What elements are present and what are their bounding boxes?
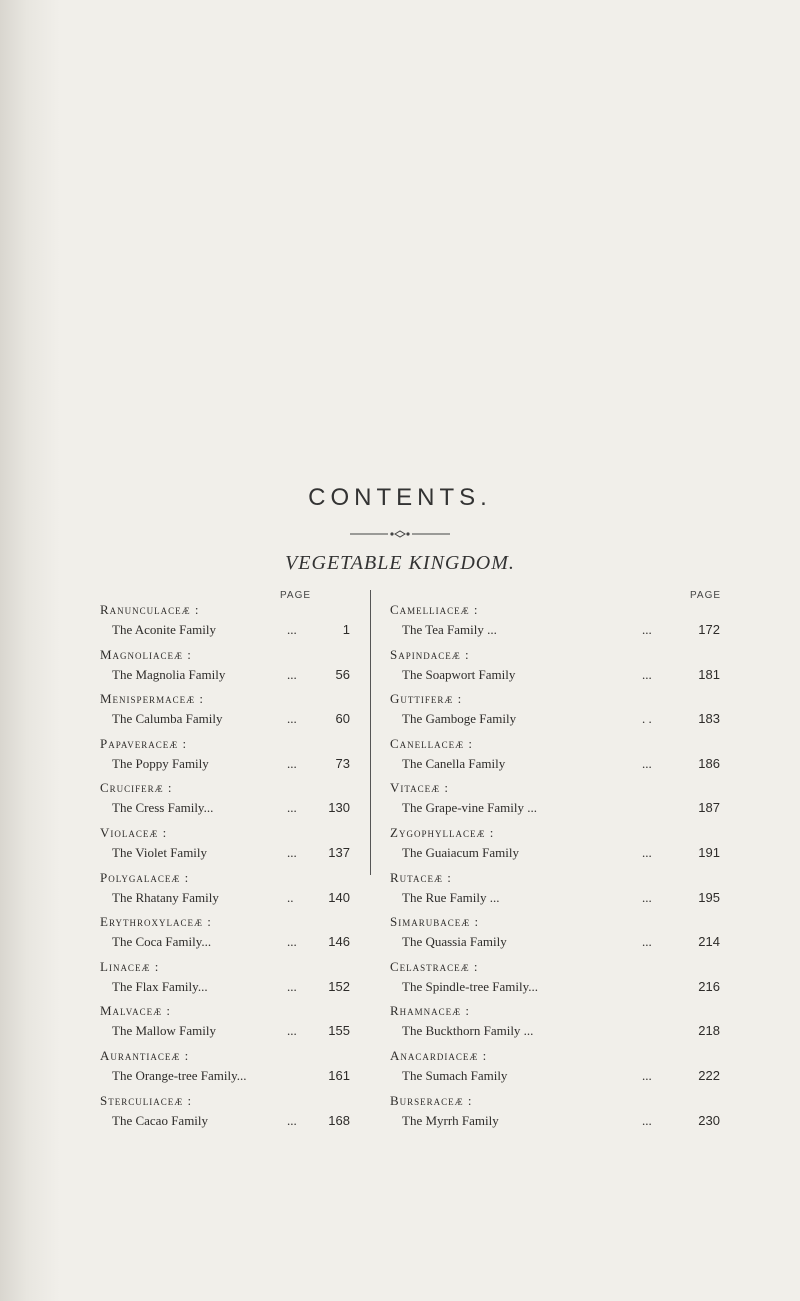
- family-name: Rutaceæ :: [390, 869, 452, 885]
- common-name: [112, 622, 297, 638]
- common-name: [112, 1023, 297, 1039]
- common-name-text: The Coca Family...: [112, 934, 212, 950]
- common-name: [402, 845, 652, 861]
- common-name: [402, 934, 652, 950]
- family-name: Aurantiaceæ :: [100, 1048, 190, 1063]
- page-number: 195: [698, 889, 720, 905]
- common-name-text: The Poppy Family: [112, 755, 209, 771]
- common-name-text: The Myrrh Family: [402, 1112, 499, 1128]
- dot-leader: ...: [642, 755, 652, 771]
- page-number: 56: [335, 666, 350, 682]
- section-subtitle: VEGETABLE KINGDOM.: [285, 552, 515, 574]
- dot-leader: ...: [287, 622, 297, 637]
- family-name: Guttiferæ :: [390, 691, 463, 707]
- common-name-text: The Soapwort Family: [402, 666, 516, 682]
- page-number: 146: [328, 934, 350, 950]
- family-name: Menispermaceæ :: [100, 691, 204, 707]
- common-name: [402, 1068, 652, 1084]
- common-name-text: The Aconite Family: [112, 622, 216, 637]
- common-name-text: The Mallow Family: [112, 1023, 216, 1039]
- family-name: Burseraceæ :: [390, 1092, 473, 1108]
- common-name: [112, 1068, 247, 1084]
- common-name: [112, 978, 297, 995]
- page-number: 186: [698, 755, 720, 771]
- page-number: 130: [328, 800, 350, 816]
- page-number: 140: [328, 889, 350, 905]
- page-number: 172: [698, 622, 720, 637]
- common-name: [402, 1112, 652, 1129]
- family-name: Sapindaceæ :: [390, 646, 470, 662]
- common-name: [112, 889, 294, 906]
- common-name-text: The Cacao Family: [112, 1112, 209, 1128]
- common-name: [402, 755, 652, 772]
- dot-leader: ...: [287, 666, 297, 682]
- family-name: Violaceæ :: [100, 825, 168, 840]
- common-name-text: The Canella Family: [402, 755, 506, 771]
- dot-leader: ...: [642, 666, 652, 682]
- dot-leader: ...: [642, 889, 652, 905]
- common-name: [112, 666, 297, 683]
- family-name: Malvaceæ :: [100, 1003, 171, 1019]
- common-name: [112, 934, 297, 950]
- page-column-header: PAGE: [690, 590, 722, 601]
- page-number: 230: [698, 1112, 720, 1128]
- common-name: [402, 622, 652, 638]
- family-name: Sterculiaceæ :: [100, 1092, 193, 1108]
- page-number: 187: [698, 800, 720, 816]
- common-name-text: The Spindle-tree Family...: [402, 978, 538, 994]
- family-name: Camelliaceæ :: [390, 602, 479, 617]
- common-name: [402, 800, 537, 816]
- common-name: [112, 845, 297, 861]
- common-name-text: The Buckthorn Family ...: [402, 1023, 534, 1039]
- page-number: 152: [328, 978, 350, 994]
- dot-leader: ...: [287, 711, 297, 727]
- page-number: 222: [698, 1068, 720, 1083]
- page-number: 191: [698, 845, 720, 860]
- page-number: 73: [335, 755, 350, 771]
- common-name-text: The Guaiacum Family: [402, 845, 519, 860]
- family-name: Linaceæ :: [100, 958, 160, 974]
- family-name: Zygophyllaceæ :: [390, 825, 495, 840]
- family-name: Rhamnaceæ :: [390, 1003, 471, 1019]
- dot-leader: ...: [287, 845, 297, 860]
- family-name: Ranunculaceæ :: [100, 602, 200, 617]
- page-number: 137: [328, 845, 350, 860]
- page-number: 1: [342, 622, 350, 637]
- page-title: CONTENTS.: [308, 484, 492, 511]
- family-name: Canellaceæ :: [390, 735, 474, 751]
- common-name-text: The Orange-tree Family...: [112, 1068, 247, 1083]
- common-name-text: The Sumach Family: [402, 1068, 508, 1083]
- common-name: [112, 1112, 297, 1129]
- dot-leader: ...: [287, 934, 297, 950]
- family-name: Simarubaceæ :: [390, 914, 480, 930]
- family-name: Magnoliaceæ :: [100, 646, 192, 662]
- common-name: [112, 800, 297, 816]
- page-number: 168: [328, 1112, 350, 1128]
- common-name-text: The Tea Family ...: [402, 622, 497, 637]
- family-name: Celastraceæ :: [390, 958, 479, 974]
- common-name-text: The Cress Family...: [112, 800, 214, 816]
- common-name: [402, 666, 652, 683]
- family-name: Papaveraceæ :: [100, 735, 188, 751]
- page-number: 155: [328, 1023, 350, 1039]
- family-name: Erythroxylaceæ :: [100, 914, 212, 930]
- common-name-text: The Flax Family...: [112, 978, 208, 994]
- page-number: 161: [328, 1068, 350, 1083]
- dot-leader: ...: [287, 755, 297, 771]
- dot-leader: ...: [642, 622, 652, 637]
- common-name-text: The Violet Family: [112, 845, 208, 860]
- common-name: [112, 711, 297, 727]
- dot-leader: ...: [642, 1068, 652, 1083]
- common-name: [402, 979, 538, 995]
- common-name-text: The Rhatany Family: [112, 889, 219, 905]
- family-name: Anacardiaceæ :: [390, 1048, 488, 1063]
- common-name: [112, 755, 297, 772]
- common-name-text: The Quassia Family: [402, 934, 507, 950]
- dot-leader: ...: [287, 1112, 297, 1128]
- page-edge-shadow: [0, 0, 60, 1301]
- column-divider: [370, 590, 371, 875]
- family-name: Polygalaceæ :: [100, 869, 190, 885]
- page-number: 218: [698, 1023, 720, 1039]
- dot-leader: ...: [287, 800, 297, 816]
- family-name: Cruciferæ :: [100, 780, 173, 796]
- page-number: 60: [335, 711, 350, 727]
- dot-leader: ...: [287, 978, 297, 994]
- family-name: Vitaceæ :: [390, 780, 450, 796]
- page-number: 216: [698, 978, 720, 994]
- dot-leader: ...: [287, 1023, 297, 1039]
- page-number: 214: [698, 934, 720, 950]
- common-name-text: The Grape-vine Family ...: [402, 800, 538, 816]
- dot-leader: ...: [642, 1112, 652, 1128]
- common-name-text: The Rue Family ...: [402, 889, 500, 905]
- common-name: [402, 889, 652, 906]
- dot-leader: ...: [642, 934, 652, 950]
- page-number: 183: [698, 711, 720, 727]
- common-name-text: The Calumba Family: [112, 711, 223, 727]
- common-name: [402, 1023, 533, 1039]
- common-name: [402, 711, 652, 727]
- ornamental-rule: [350, 530, 450, 538]
- page-column-header: PAGE: [280, 590, 312, 601]
- dot-leader: ...: [642, 845, 652, 860]
- dot-leader: ..: [287, 889, 294, 905]
- dot-leader: . .: [642, 711, 652, 727]
- page-number: 181: [698, 666, 720, 682]
- common-name-text: The Magnolia Family: [112, 666, 226, 682]
- common-name-text: The Gamboge Family: [402, 711, 517, 727]
